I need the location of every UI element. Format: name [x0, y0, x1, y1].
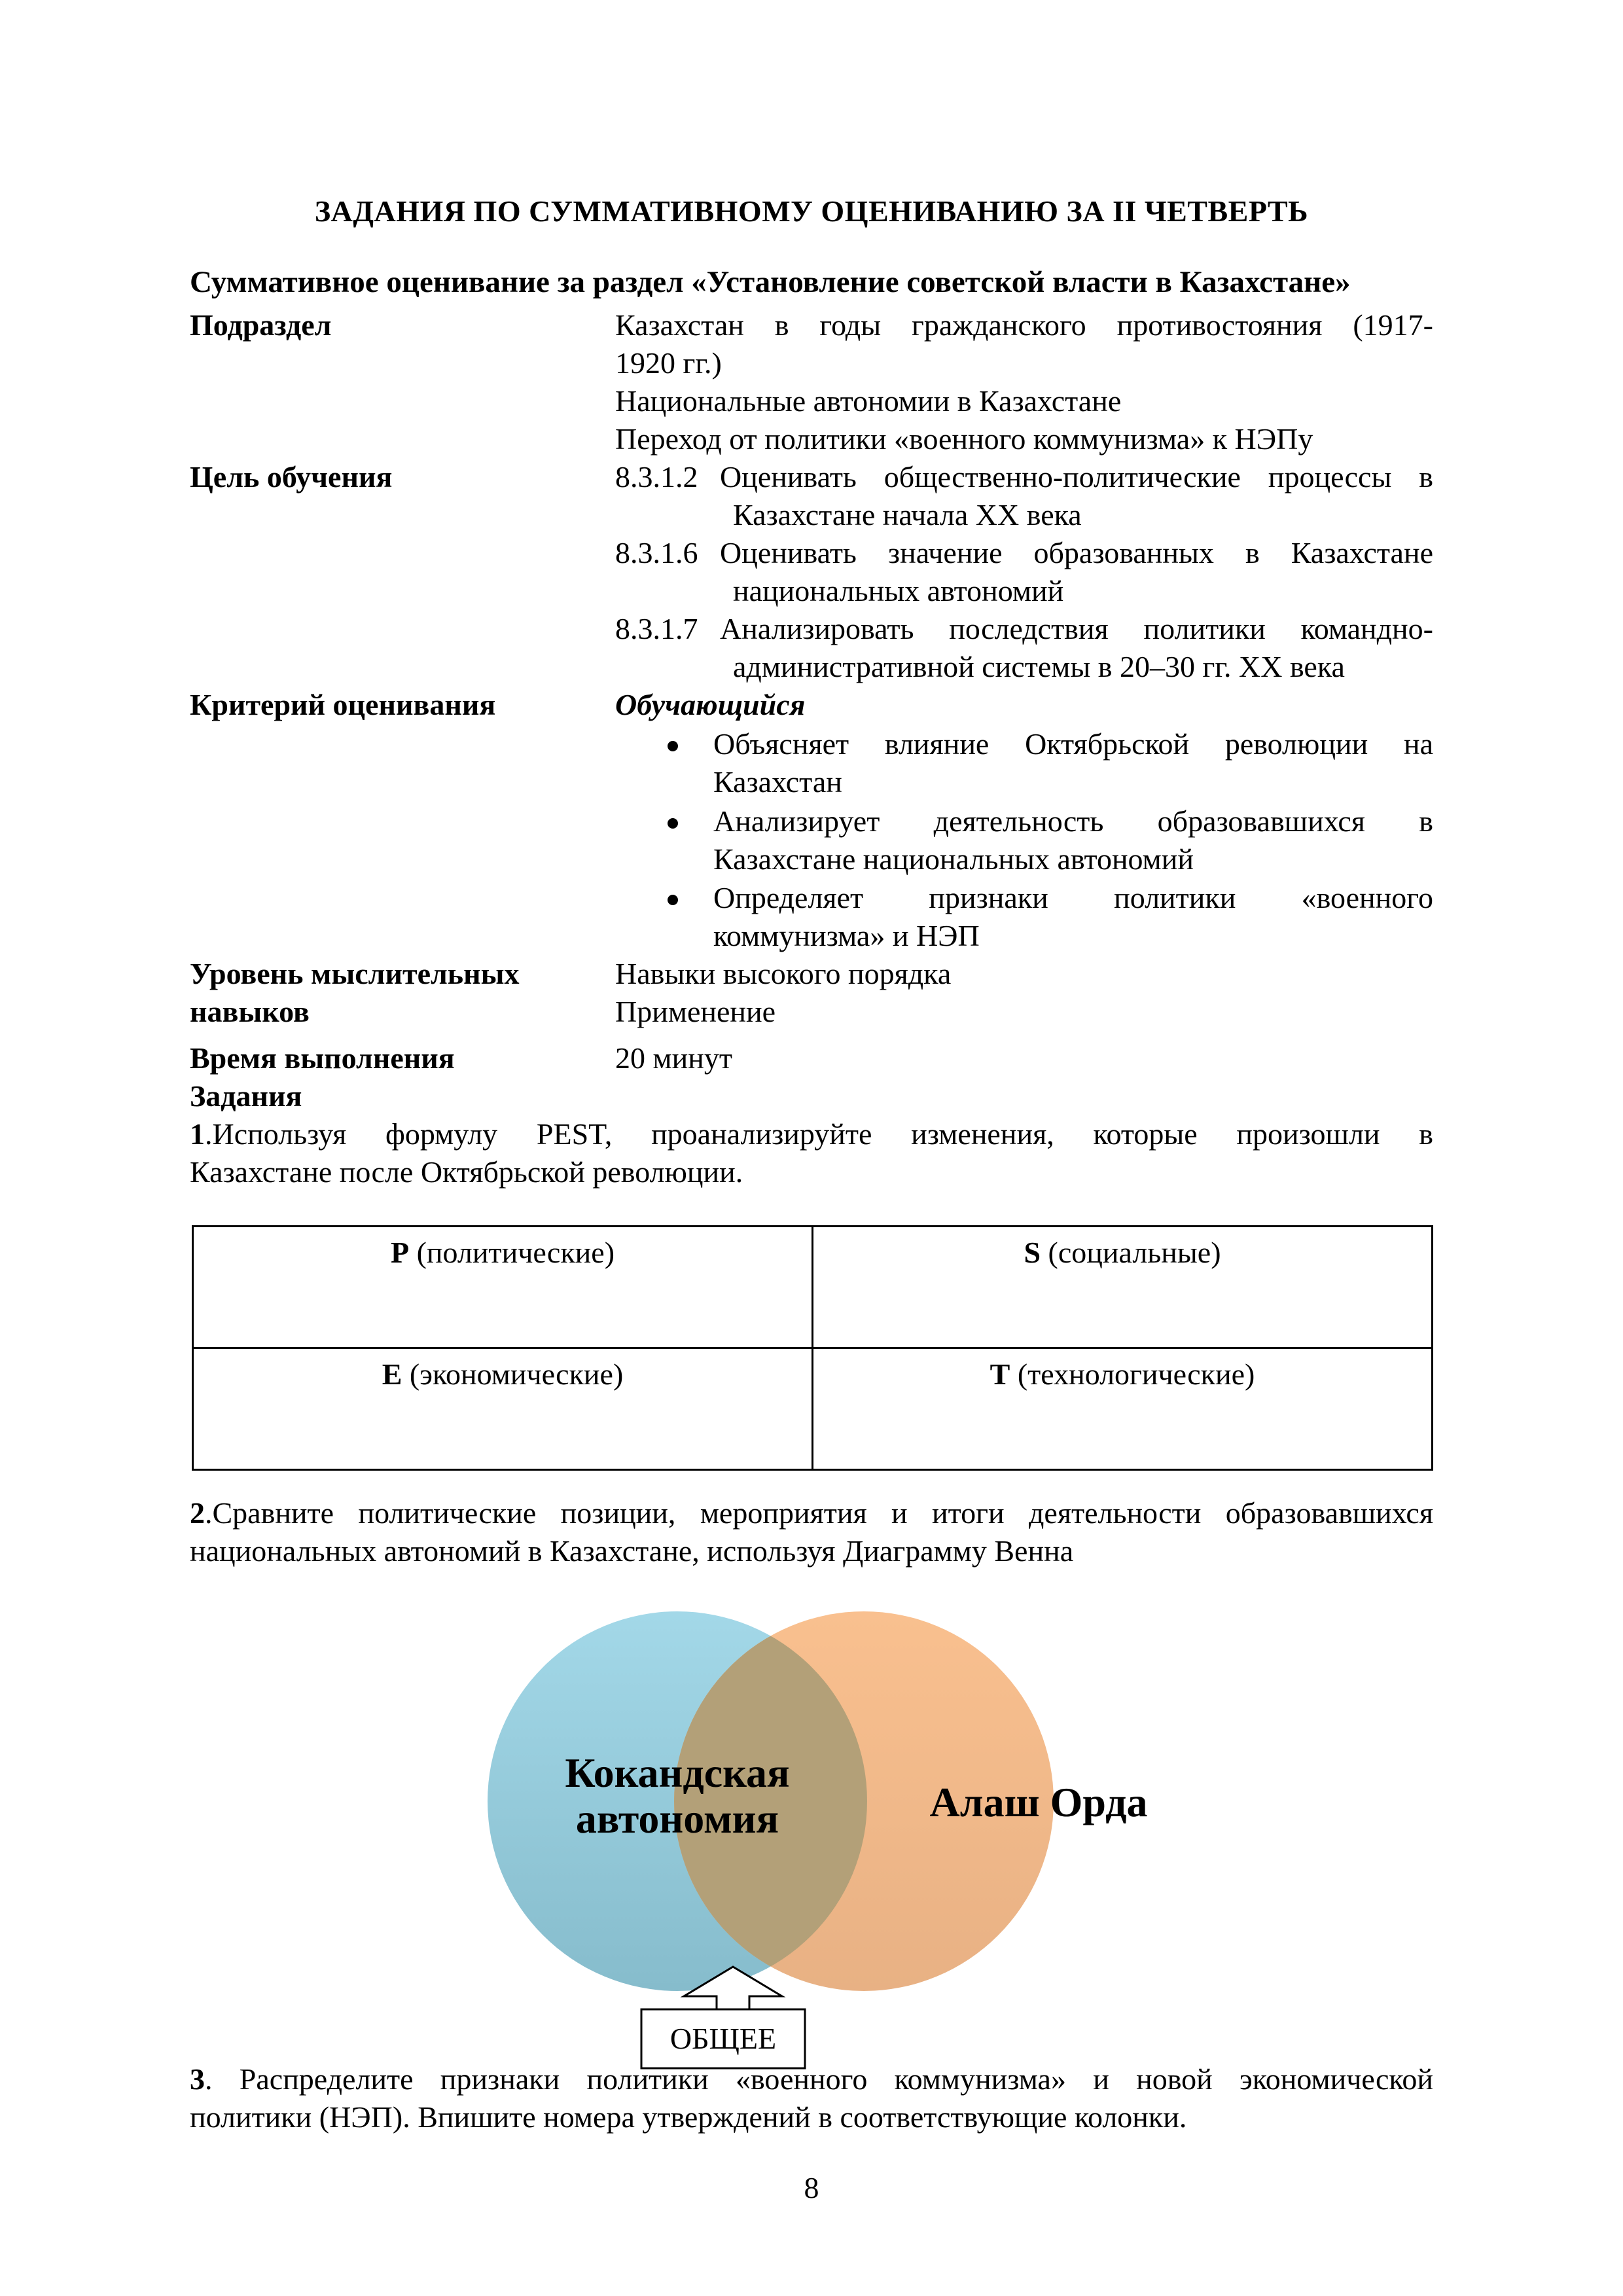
criterion-3-cont: коммунизма» и НЭП [713, 919, 980, 952]
goal-text-2-cont: национальных автономий [733, 574, 1064, 607]
venn-left-label: Кокандская [565, 1749, 790, 1796]
bullet-icon [668, 741, 678, 751]
criterion-2: Анализирует деятельность образовавшихся в [713, 804, 1433, 838]
pest-t-letter: T [990, 1357, 1010, 1391]
goal-label: Цель обучения [190, 460, 393, 493]
goal-text-1: Оценивать общественно-политические процессы в [720, 460, 1433, 493]
task1-text: .Используя формулу PEST, проанализируйте изменения, которые произошли в [205, 1117, 1433, 1151]
pest-p-text: (политические) [409, 1236, 615, 1269]
venn-left-label-cont: автономия [575, 1795, 779, 1842]
section-heading: Суммативное оценивание за раздел «Установление советской власти в Казахстане» [190, 265, 1351, 299]
goal-text-3: Анализировать последствия политики командно- [720, 612, 1433, 645]
task2-number: 2 [190, 1496, 205, 1530]
goal-text-1-cont: Казахстане начала ХХ века [733, 498, 1082, 531]
task3-line-1 [190, 2062, 1433, 2096]
page-number: 8 [804, 2171, 819, 2204]
time-value: 20 минут [615, 1041, 732, 1075]
task3-text: . Распределите признаки политики «военного коммунизма» и новой экономической [205, 2062, 1433, 2096]
page-title: ЗАДАНИЯ ПО СУММАТИВНОМУ ОЦЕНИВАНИЮ ЗА II ЧЕТВЕРТЬ [314, 194, 1309, 228]
thinking-label-cont: навыков [190, 995, 310, 1028]
goal-code-1: 8.3.1.2 [615, 460, 698, 493]
pest-t-text: (технологические) [1010, 1357, 1255, 1391]
goal-code-3: 8.3.1.7 [615, 612, 698, 645]
goal-code-2: 8.3.1.6 [615, 536, 698, 569]
pest-table [192, 1225, 1433, 1471]
pest-e-text: (экономические) [402, 1357, 624, 1391]
pest-cell-t[interactable] [813, 1348, 1433, 1470]
pest-cell-s[interactable] [813, 1227, 1433, 1348]
subsection-line-2: 1920 гг.) [615, 346, 722, 380]
criteria-heading: Обучающийся [615, 688, 806, 721]
thinking-value-2: Применение [615, 995, 776, 1028]
bullet-icon [668, 818, 678, 829]
task3-line-2: политики (НЭП). Впишите номера утверждений в соответствующие колонки. [190, 2100, 1187, 2134]
goal-text-2: Оценивать значение образованных в Казахстане [720, 536, 1433, 569]
pest-cell-p[interactable] [193, 1227, 813, 1348]
subsection-label: Подраздел [190, 308, 332, 342]
criterion-2-cont: Казахстане национальных автономий [713, 842, 1194, 876]
criterion-1: Объясняет влияние Октябрьской революции на [713, 727, 1433, 761]
task1-number: 1 [190, 1117, 205, 1151]
criterion-3: Определяет признаки политики «военного [713, 881, 1433, 914]
time-label: Время выполнения [190, 1041, 455, 1075]
pest-e-letter: E [382, 1357, 402, 1391]
goal-text-3-cont: административной системы в 20–30 гг. ХХ века [733, 650, 1345, 683]
thinking-label: Уровень мыслительных [190, 957, 520, 990]
thinking-value-1: Навыки высокого порядка [615, 957, 952, 990]
task2-line-2: национальных автономий в Казахстане, используя Диаграмму Венна [190, 1534, 1074, 1568]
subsection-line-4: Переход от политики «военного коммунизма» к НЭПу [615, 422, 1313, 456]
pest-s-letter: S [1024, 1236, 1041, 1269]
criterion-1-cont: Казахстан [713, 765, 842, 798]
pest-cell-e[interactable] [193, 1348, 813, 1470]
task2-text: .Сравните политические позиции, мероприятия и итоги деятельности образовавшихся [205, 1496, 1433, 1530]
task1-line-2: Казахстане после Октябрьской революции. [190, 1155, 743, 1189]
venn-diagram [484, 1590, 1230, 2075]
task1-line-1 [190, 1117, 1433, 1151]
pest-s-text: (социальные) [1041, 1236, 1221, 1269]
subsection-line-1: Казахстан в годы гражданского противостояния (1917- [615, 308, 1433, 342]
subsection-line-3: Национальные автономии в Казахстане [615, 384, 1122, 418]
task3-number: 3 [190, 2062, 205, 2096]
venn-common-label: ОБЩЕЕ [669, 2022, 777, 2055]
pest-p-letter: P [390, 1236, 410, 1269]
tasks-label: Задания [190, 1079, 302, 1113]
bullet-icon [668, 895, 678, 905]
task2-line-1 [190, 1496, 1433, 1530]
venn-right-label: Алаш Орда [929, 1779, 1148, 1825]
criteria-label: Критерий оценивания [190, 688, 496, 721]
